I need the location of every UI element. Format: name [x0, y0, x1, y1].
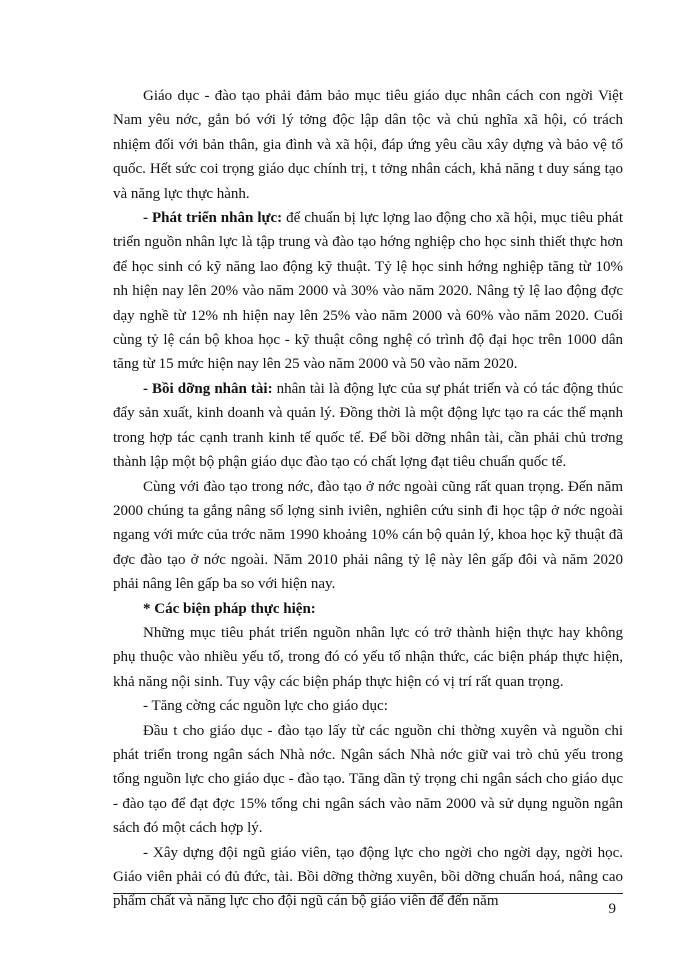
- paragraph-3: [113, 377, 623, 475]
- paragraph-5: [113, 621, 623, 694]
- paragraph-2-lead: - Phát triển nhân lực:: [143, 210, 283, 227]
- paragraph-1-text: Giáo dục - đào tạo phải đảm bảo mục tiêu giáo dục nhân cách con ngời Việt Nam yêu nớc, gắn bó với lý tởng độc lập dân tộc và chủ nghĩa xã hội, có trách nhiệm đối với bản thân, gia đình và xã hội, đáp ứng yêu cầu xây dựng và bảo vệ tổ quốc. Hết sức coi trọng giáo dục chính trị, t tởng nhân cách, khả năng t duy sáng tạo và năng lực thực hành.: [113, 88, 623, 202]
- paragraph-6-text: - Tăng cờng các nguồn lực cho giáo dục:: [143, 698, 388, 715]
- paragraph-7-text: Đầu t cho giáo dục - đào tạo lấy từ các nguồn chi thờng xuyên và nguồn chi phát triển trong ngân sách Nhà nớc. Ngân sách Nhà nớc giữ vai trò chủ yếu trong tổng nguồn lực cho giáo dục - đào tạo. Tăng dần tỷ trọng chi ngân sách cho giáo dục - đào tạo để đạt đợc 15% tổng chi ngân sách vào năm 2000 và sử dụng nguồn ngân sách đó một cách hợp lý.: [113, 722, 623, 837]
- paragraph-8: [113, 841, 623, 914]
- paragraph-3-lead: - Bồi dỡng nhân tài:: [143, 380, 273, 397]
- paragraph-2: [113, 206, 623, 377]
- footer-divider: [113, 893, 623, 894]
- paragraph-1: [113, 84, 623, 206]
- section-heading: [113, 597, 623, 621]
- paragraph-4-text: Cùng với đào tạo trong nớc, đào tạo ở nớc ngoài cũng rất quan trọng. Đến năm 2000 chúng ta gắng nâng số lợng sinh iviên, nghiên cứu sinh đi học tập ở nớc ngoài ngang với mức của trớc năm 1990 khoảng 10% cán bộ quản lý, khoa học kỹ thuật đã đợc đào tạo ở nớc ngoài. Năm 2010 phải nâng tỷ lệ này lên gấp đôi và năm 2020 phải nâng lên gấp ba so với hiện nay.: [113, 478, 623, 593]
- paragraph-7: [113, 719, 623, 841]
- paragraph-6: [113, 694, 623, 718]
- page-number: 9: [608, 901, 616, 917]
- paragraph-8-text: - Xây dựng đội ngũ giáo viên, tạo động lực cho ngời cho ngời dạy, ngời học. Giáo viên phải có đủ đức, tài. Bồi dỡng thờng xuyên, bồi dỡng chuẩn hoá, nâng cao phẩm chất và năng lực cho đội ngũ cán bộ giáo viên để đến năm: [113, 844, 623, 910]
- section-heading-text: * Các biện pháp thực hiện:: [143, 600, 316, 617]
- paragraph-2-text: để chuẩn bị lực lợng lao động cho xã hội, mục tiêu phát triển nguồn nhân lực là tập trung và đào tạo hớng nghiệp cho học sinh thiết thực hơn để học sinh có kỹ năng lao động kỹ thuật. Tỷ lệ học sinh hớng nghiệp tăng từ 10% nh hiện nay lên 20% vào năm 2000 và 30% vào năm 2020. Nâng tỷ lệ lao động đợc dạy nghề từ 12% nh hiện nay lên 25% vào năm 2000 và 60% vào năm 2020. Cuối cùng tỷ lệ cán bộ khoa học - kỹ thuật công nghệ có trình độ đại học trên 1000 dân tăng từ 15 mức hiện nay lên 25 vào năm 2000 và 50 vào năm 2020.: [113, 210, 623, 373]
- paragraph-4: [113, 475, 623, 597]
- document-body: [113, 84, 623, 914]
- paragraph-3-text: nhân tài là động lực của sự phát triển và có tác động thúc đẩy sản xuất, kinh doanh và quản lý. Đồng thời là một động lực tạo ra các thế mạnh trong hợp tác cạnh tranh kinh tế quốc tế. Để bồi dỡng nhân tài, cần phải chủ trơng thành lập một bộ phận giáo dục đào tạo có chất lợng đạt tiêu chuẩn quốc tế.: [113, 380, 624, 471]
- paragraph-5-text: Những mục tiêu phát triển nguồn nhân lực có trở thành hiện thực hay không phụ thuộc vào nhiều yếu tố, trong đó có yếu tố nhận thức, các biện pháp thực hiện, khả năng nội sinh. Tuy vậy các biện pháp thực hiện có vị trí rất quan trọng.: [113, 624, 623, 690]
